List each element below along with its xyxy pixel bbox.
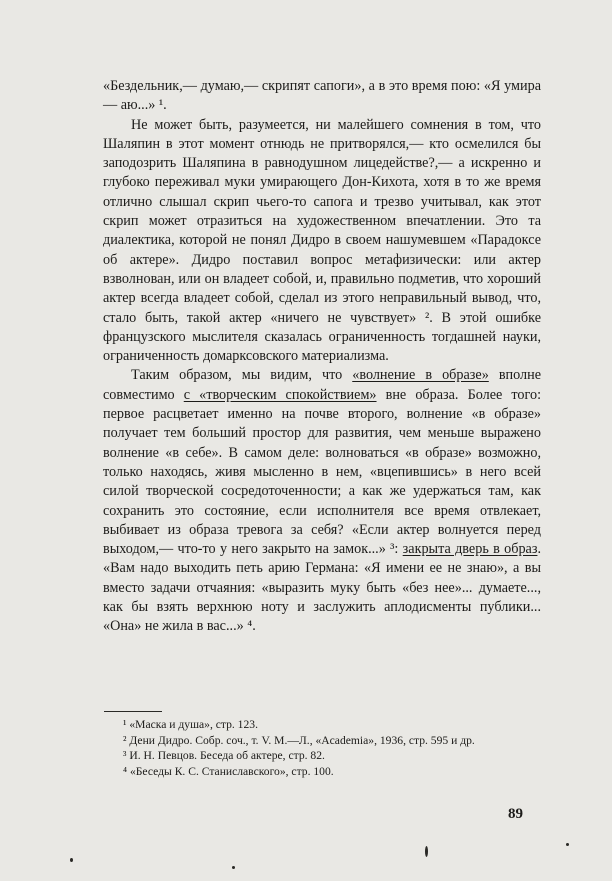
footnote-4: ⁴ «Беседы К. С. Станиславского», стр. 100. (123, 764, 334, 778)
paragraph-3-text-1: Таким образом, мы видим, что (131, 367, 343, 384)
paragraph-3-text-3: вне образа. Более того: первое расцветает именно на почве второго, волнение «в образе» получает тем больший простор для развития, чем меньше выражено волнение «в себе». В самом деле: волноваться «в образе» возможно, только находясь, живя мысленно в нем, «вцепившись» в него всей силой творческой сосредоточенности; а как же удержаться там, как сохранить это состояние, если исполнителя все время отвлекает, выбивает из образа тревога за себя? «Если актер волнуется перед выходом,— что-то у него закрыто на замок...» ³: (103, 386, 542, 558)
underlined-phrase-3: закрыта дверь в образ (402, 541, 538, 558)
scan-speck-icon (425, 846, 428, 857)
footnote-3: ³ И. Н. Певцов. Беседа об актере, стр. 82. (123, 749, 325, 763)
footnotes (103, 717, 541, 779)
paragraph-3 (103, 366, 541, 636)
footnote-2: ² Дени Дидро. Собр. соч., т. V. М.—Л., «Academia», 1936, стр. 595 и др. (123, 733, 475, 747)
scan-speck-icon (566, 843, 569, 846)
paragraph-1: «Бездельник,— думаю,— скрипят сапоги», а в это время пою: «Я умира — аю...» ¹. (103, 78, 541, 114)
scan-speck-icon (70, 858, 73, 862)
underlined-phrase-2: с «творческим спокойствием» (183, 386, 377, 403)
page-number: 89 (508, 806, 523, 822)
scan-speck-icon (232, 866, 235, 869)
paragraph-3-text-4: . «Вам надо выходить петь арию Германа: «Я имени ее не знаю», а вы вместо задачи отчаяния: «выразить муку быть «без нее»... думаете..., как бы взять верхнюю ноту и заслужить аплодисменты публики... «Она» не жила в вас...» ⁴. (103, 541, 541, 635)
footnote-divider (104, 711, 162, 712)
main-text (103, 77, 541, 637)
paragraph-3-text-2: вполне совместимо (103, 367, 542, 403)
footnote-1: ¹ «Маска и душа», стр. 123. (123, 718, 258, 731)
underlined-phrase-1: «волнение в образе» (352, 367, 489, 384)
paragraph-2: Не может быть, разумеется, ни малейшего сомнения в том, что Шаляпин в этот момент отнюдь не притворялся,— кто осмелился бы заподозрить Шаляпина в равнодушном лицедействе?,— а искренно и глубоко переживал муки умирающего Дон-Кихота, хотя в то же время отлично слышал скрип чьего-то сапога и трезво учитывал, как этот скрип может отразиться на художественном впечатлении. Это та диалектика, которой не понял Дидро в своем нашумевшем «Парадоксе об актере». Дидро поставил вопрос метафизически: или актер взволнован, или он владеет собой, и, правильно подметив, что хороший актер всегда владеет собой, сделал из этого неправильный вывод, что, стало быть, такой актер «ничего не чувствует» ². В этой ошибке французского мыслителя сказалась ограниченность тогдашней науки, ограниченность домарксовского материализма. (103, 116, 541, 365)
